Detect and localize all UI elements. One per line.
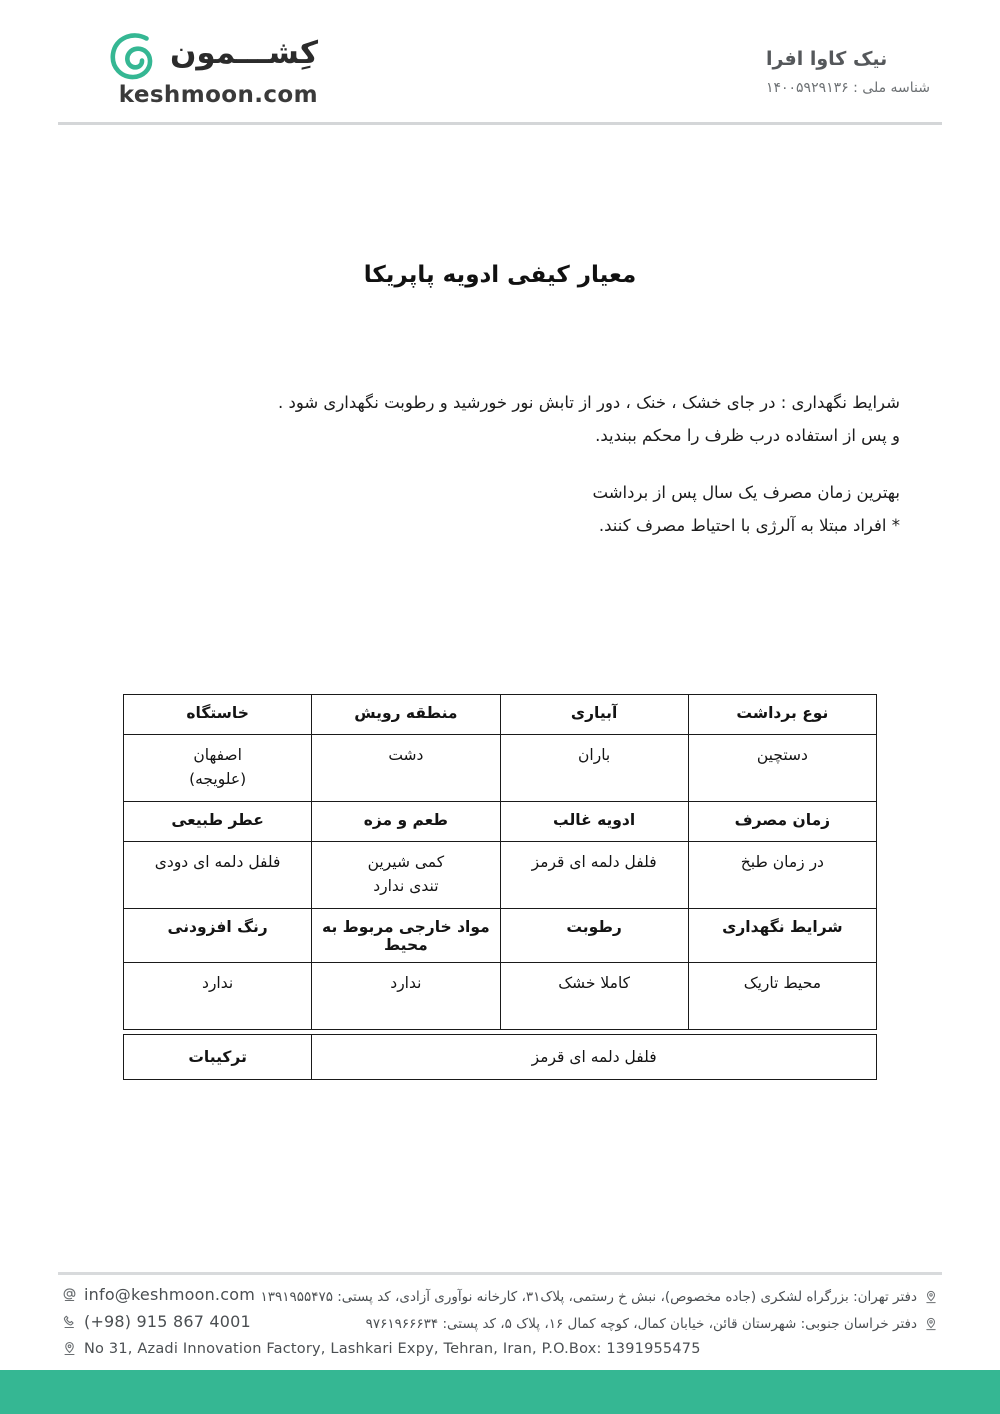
company-national-id: شناسه ملی : ۱۴۰۰۵۹۲۹۱۳۶	[765, 79, 930, 96]
page-title: معیار کیفی ادویه پاپریکا	[363, 262, 637, 288]
footer-address-en-text: No 31, Azadi Innovation Factory, Lashkari Expy, Tehran, Iran, P.O.Box: 1391955475	[84, 1340, 701, 1357]
cell-line: فلفل دلمه ای قرمز	[531, 853, 657, 871]
ingredients-label: ترکیبات	[124, 1035, 312, 1080]
map-pin-icon	[62, 1341, 77, 1357]
table-cell	[500, 735, 688, 802]
table-row	[124, 842, 877, 909]
footer-brand-bar	[0, 1370, 1000, 1414]
usage-line-1: بهترین زمان مصرف یک سال پس از برداشت	[592, 483, 900, 502]
cell-line: فلفل دلمه ای دودی	[154, 853, 281, 871]
ingredients-table	[123, 1034, 877, 1080]
map-pin-icon	[923, 1316, 938, 1332]
table-header-cell: عطر طبیعی	[124, 802, 312, 842]
table-cell	[124, 963, 312, 1030]
table-header-cell: رنگ افزودنی	[124, 909, 312, 963]
company-name: نیک کاوا افرا	[765, 48, 888, 70]
table-header-cell: زمان مصرف	[688, 802, 876, 842]
phone-icon	[62, 1314, 77, 1330]
footer-email-text: info@keshmoon.com	[84, 1285, 255, 1304]
logo-row	[102, 24, 318, 86]
table-cell	[124, 842, 312, 909]
storage-line-2: و پس از استفاده درب ظرف را محکم ببندید.	[595, 426, 900, 445]
table-row	[124, 735, 877, 802]
footer-phone-text: (+98) 915 867 4001	[84, 1312, 251, 1331]
table-cell	[688, 735, 876, 802]
page-header	[0, 0, 1000, 130]
ingredients-value: فلفل دلمه ای قرمز	[312, 1035, 877, 1080]
footer-contact-fa	[260, 1283, 938, 1337]
footer-address-khorasan-text: دفتر خراسان جنوبی: شهرستان قائن، خیابان کمال، کوچه کمال ۱۶، پلاک ۵، کد پستی: ۹۷۶۱۹۶۶۶۳۴	[365, 1315, 917, 1332]
footer-divider	[58, 1272, 942, 1275]
footer-address-khorasan-line	[260, 1310, 938, 1337]
table-cell	[500, 842, 688, 909]
at-sign-icon	[62, 1287, 77, 1303]
table-row	[124, 802, 877, 842]
table-header-cell: مواد خارجی مربوط به محیط	[312, 909, 500, 963]
usage-note-paragraph	[100, 476, 900, 542]
table-cell	[124, 735, 312, 802]
cell-line: در زمان طبخ	[740, 853, 824, 871]
logo-domain: keshmoon.com	[118, 82, 318, 108]
table-header-cell: طعم و مزه	[312, 802, 500, 842]
cell-line: دشت	[388, 746, 424, 764]
table-row	[124, 695, 877, 735]
table-cell	[688, 963, 876, 1030]
page-footer	[0, 1281, 1000, 1381]
cell-line: اصفهان	[193, 746, 242, 764]
footer-address-tehran-text: دفتر تهران: بزرگراه لشکری (جاده مخصوص)، نبش خ رستمی، پلاک۳۱، کارخانه نوآوری آزادی، کد پستی: ۱۳۹۱۹۵۵۴۷۵	[260, 1288, 917, 1305]
cell-line: دستچین	[756, 746, 808, 764]
table-header-cell: رطوبت	[500, 909, 688, 963]
cell-line: کاملا خشک	[558, 974, 631, 992]
keshmoon-logo	[68, 24, 318, 112]
footer-address-tehran-line	[260, 1283, 938, 1310]
cell-line: محیط تاریک	[743, 974, 822, 992]
cell-line: کمی شیرین	[367, 853, 445, 871]
table-header-cell: خاستگاه	[124, 695, 312, 735]
map-pin-icon	[923, 1289, 938, 1305]
table-row	[124, 1035, 877, 1080]
table-header-cell: آبیاری	[500, 695, 688, 735]
table-header-cell: نوع برداشت	[688, 695, 876, 735]
table-header-cell: منطقه رویش	[312, 695, 500, 735]
header-company-block	[766, 46, 930, 99]
table-cell	[312, 842, 500, 909]
cell-line: تندی ندارد	[373, 877, 439, 896]
table-cell	[312, 735, 500, 802]
storage-line-1: شرایط نگهداری : در جای خشک ، خنک ، دور از تابش نور خورشید و رطوبت نگهداری شود .	[277, 393, 900, 412]
table-header-cell: شرایط نگهداری	[688, 909, 876, 963]
storage-conditions-paragraph	[100, 386, 900, 452]
footer-address-en-line	[62, 1335, 701, 1362]
table-cell	[688, 842, 876, 909]
table-cell	[500, 963, 688, 1030]
cell-line: (علویجه)	[189, 770, 247, 789]
spec-table	[123, 694, 877, 1030]
logo-wordmark: کِشـــمون	[169, 34, 318, 71]
usage-line-2: * افراد مبتلا به آلرژی با احتیاط مصرف کنند.	[598, 516, 900, 535]
cell-line: باران	[578, 746, 611, 764]
header-divider	[58, 122, 942, 125]
table-row	[124, 909, 877, 963]
table-header-cell: ادویه غالب	[500, 802, 688, 842]
table-cell	[312, 963, 500, 1030]
keshmoon-leaf-swirl-icon	[102, 24, 164, 86]
table-row	[124, 963, 877, 1030]
cell-line: ندارد	[202, 974, 234, 992]
spec-table-container	[123, 694, 877, 1080]
cell-line: ندارد	[390, 974, 422, 992]
